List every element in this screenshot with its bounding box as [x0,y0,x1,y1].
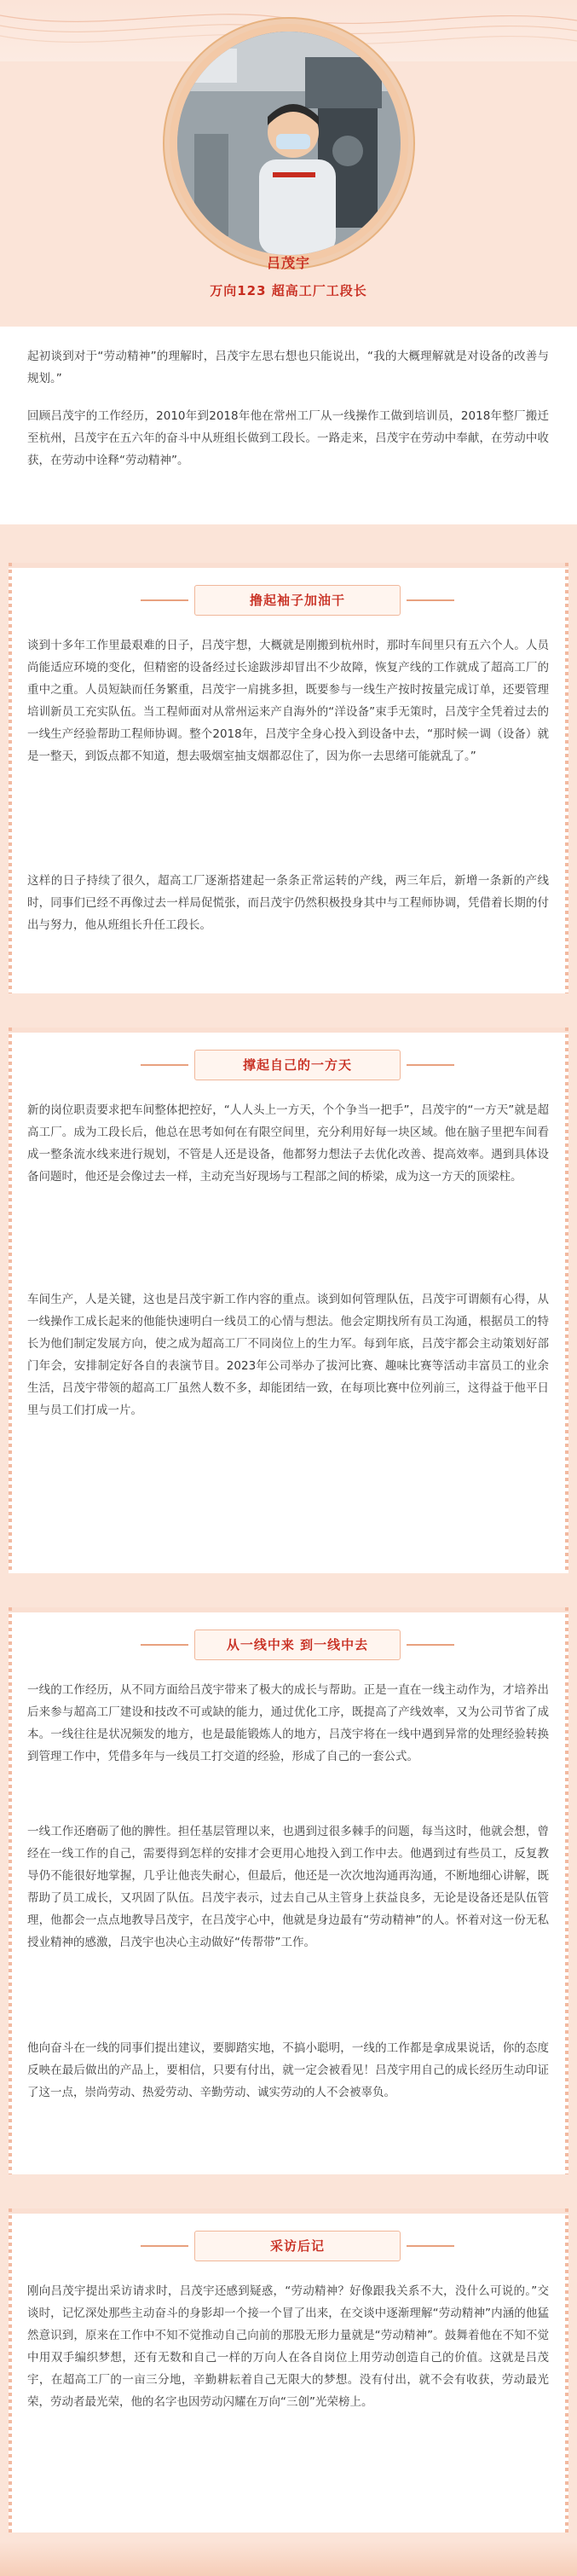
factory-worker-illustration [177,32,401,255]
intro-paragraph-1: 起初谈到对于“劳动精神”的理解时，吕茂宇左思右想也只能说出，“我的大概理解就是对设备的改善与规划。” [27,350,549,385]
section-title: 撸起袖子加油干 [194,585,401,616]
footer-ornament [0,2541,577,2576]
section-paragraph: 刚向吕茂宇提出采访请求时，吕茂宇还感到疑惑，“劳动精神？好像跟我关系不大，没什么可说的。”交谈时，记忆深处那些主动奋斗的身影却一个接一个冒了出来，在交谈中逐渐理解“劳动精神”内涵的他猛然意识到，原来在工作中不知不觉推动自己向前的那股无形力量就是“劳动精神”。鼓舞着他在不知不觉中用双手编织梦想，还有无数和自己一样的万向人在各自岗位上用劳动创造自己的价值。这就是吕茂宇，在超高工厂的一亩三分地，辛勤耕耘着自己无限大的梦想。没有付出，就不会有收获，劳动最光荣，劳动者最光荣，他的名字也因劳动闪耀在万向“三创”光荣榜上。 [27,2284,549,2409]
card-border-right [565,1607,568,2174]
card-border-left [9,1028,12,1573]
section-paragraph: 一线的工作经历，从不同方面给吕茂宇带来了极大的成长与帮助。正是一直在一线主动作为，才培养出后来参与超高工厂建设和技改不可或缺的能力，通过优化工序，既提高了产线效率，又为公司节省了成本。一线往往是状况频发的地方，也是最能锻炼人的地方，吕茂宇将在一线中遇到异常的处理经验转换到管理工作中，凭借多年与一线员工打交道的经验，形成了自己的一套公式。 [27,1683,549,1763]
person-name: 吕茂宇 [266,255,310,271]
section-card-3 [9,1607,568,2174]
card-border-right [565,1028,568,1573]
card-border-left [9,2208,12,2533]
card-top-decoration [9,563,568,568]
intro-paragraph-2: 回顾吕茂宇的工作经历，2010年到2018年他在常州工厂从一线操作工做到培训员，2018年整厂搬迁至杭州，吕茂宇在五六年的奋斗中从班组长做到工段长。一路走来，吕茂宇在劳动中奉献，在劳动中收获，在劳动中诠释“劳动精神”。 [27,409,549,467]
card-border-left [9,563,12,993]
section-paragraph: 一线工作还磨砺了他的脾性。担任基层管理以来，也遇到过很多棘手的问题，每当这时，他就会想，曾经在一线工作的自己，需要得到怎样的安排才会更用心地投入到工作中去。他遇到过有些员工，反复教导仍不能很好地掌握，几乎让他丧失耐心，但最后，他还是一次次地沟通再沟通，不断地细心讲解，既帮助了员工成长，又巩固了队伍。吕茂宇表示，过去自己从主管身上获益良多，无论是设备还是队伍管理，他都会一点点地教导吕茂宇，在吕茂宇心中，他就是身边最有“劳动精神”的人。怀着对这一份无私授业精神的感激，吕茂宇也决心主动做好“传帮带”工作。 [27,1825,549,1949]
portrait-frame [170,24,408,263]
person-title: 万向123 超高工厂工段长 [210,283,367,298]
worker-photo [177,32,401,255]
section-paragraph: 这样的日子持续了很久，超高工厂逐渐搭建起一条条正常运转的产线，两三年后，新增一条新的产线时，同事们已经不再像过去一样局促慌张，而吕茂宇仍然积极投身其中与工程师协调，凭借着长期的付出与努力，他从班组长升任工段长。 [27,874,549,932]
section-card-4 [9,2208,568,2533]
intro-block [0,327,577,524]
section-paragraph: 谈到十多年工作里最艰难的日子，吕茂宇想，大概就是刚搬到杭州时，那时车间里只有五六个人。人员尚能适应环境的变化，但精密的设备经过长途跋涉却冒出不少故障，恢复产线的工作就成了超高工厂的重中之重。人员短缺而任务繁重，吕茂宇一肩挑多担，既要参与一线生产按时按量完成订单，还要管理培训新员工充实队伍。当工程师面对从常州运来产自海外的“洋设备”束手无策时，吕茂宇全凭着过去的一线生产经验帮助工程师协调。整个2018年，吕茂宇全身心投入到设备中去，“那时候一调（设备）就是一整天，到饭点都不知道，想去吸烟室抽支烟都忍住了，因为你一去思绪可能就乱了。” [27,639,549,763]
card-top-decoration [9,2208,568,2214]
section-paragraph: 车间生产，人是关键，这也是吕茂宇新工作内容的重点。谈到如何管理队伍，吕茂宇可谓颇有心得，从一线操作工成长起来的他能快速明白一线员工的心情与想法。他会定期找所有员工沟通，根据员工的特长为他们制定发展方向，使之成为超高工厂不同岗位上的生力军。每到年底，吕茂宇都会主动策划好部门年会，安排制定好各自的表演节目。2023年公司举办了拔河比赛、趣味比赛等活动丰富员工的业余生活，吕茂宇带领的超高工厂虽然人数不多，却能团结一致，在每项比赛中位列前三，这得益于他平日里与员工们打成一片。 [27,1293,549,1417]
card-top-decoration [9,1028,568,1033]
card-border-left [9,1607,12,2174]
section-paragraph: 新的岗位职责要求把车间整体把控好，“人人头上一方天，个个争当一把手”，吕茂宇的“一方天”就是超高工厂。成为工段长后，他总在思考如何在有限空间里，充分利用好每一块区域。他在脑子里把车间看成一整条流水线来进行规划，不管是人还是设备，他都努力想法子去优化改善、提高效率。遇到具体设备问题时，他还是会像过去一样，主动充当好现场与工程部之间的桥梁，成为这一方天的顶梁柱。 [27,1103,549,1184]
section-title: 采访后记 [194,2231,401,2261]
card-border-right [565,2208,568,2533]
card-top-decoration [9,1607,568,1612]
section-card-2 [9,1028,568,1573]
section-card-1 [9,563,568,993]
card-border-right [565,563,568,993]
section-title: 撑起自己的一方天 [194,1050,401,1080]
section-title: 从一线中来 到一线中去 [194,1630,401,1660]
section-paragraph: 他向奋斗在一线的同事们提出建议，要脚踏实地，不搞小聪明，一线的工作都是拿成果说话，你的态度反映在最后做出的产品上，要相信，只要有付出，就一定会被看见！吕茂宇用自己的成长经历生动印证了这一点，崇尚劳动、热爱劳动、辛勤劳动、诚实劳动的人不会被辜负。 [27,2041,549,2099]
